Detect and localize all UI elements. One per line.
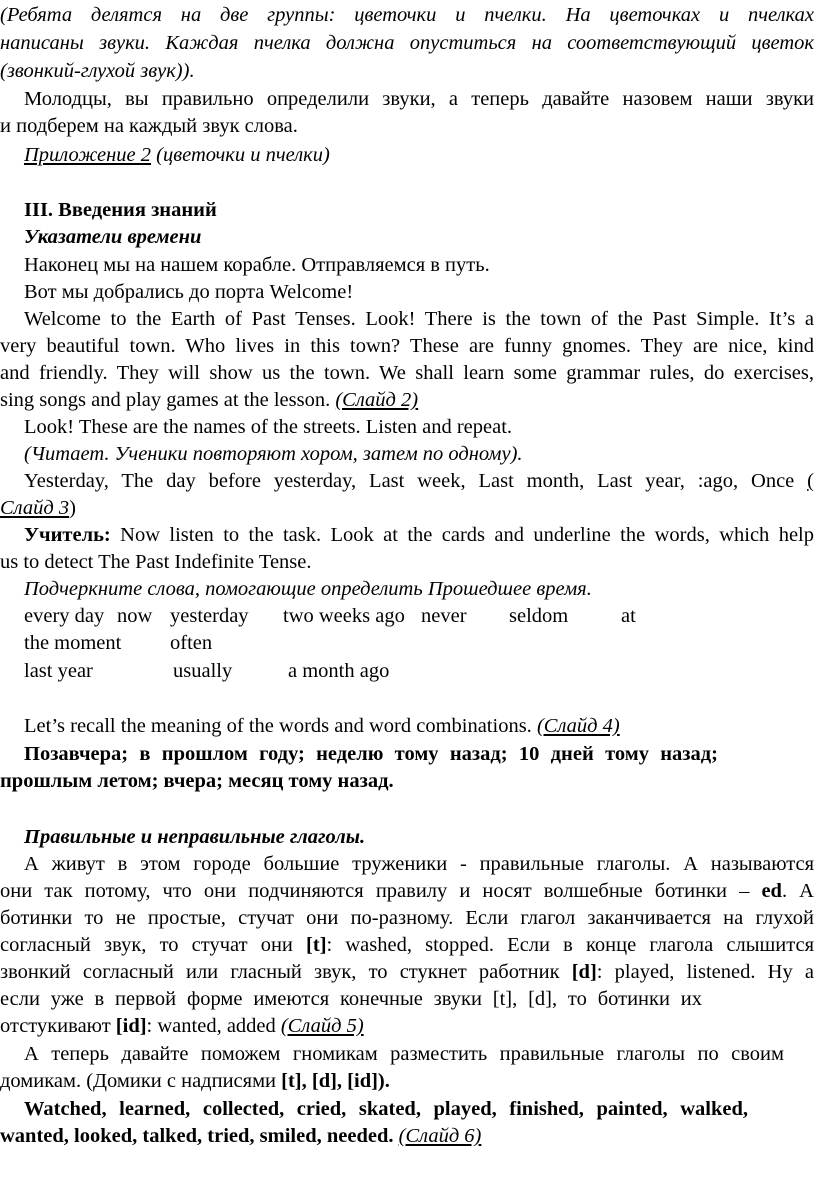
welcome-line-1: Welcome to the Earth of Past Tenses. Look! There is the town of the Past Simple. It’s a xyxy=(24,308,814,330)
slide-6-link[interactable]: (Слайд 6) xyxy=(398,1125,482,1147)
verbs-line-4 xyxy=(0,932,814,959)
verbs-line-5-end: : played, listened. Ну а xyxy=(596,961,814,983)
time-expressions: Yesterday, The day before yesterday, Last week, Last month, Last year, :ago, Once xyxy=(24,470,808,492)
appendix-link[interactable]: Приложение 2 xyxy=(24,144,152,166)
sound-id: [id] xyxy=(115,1015,147,1037)
verbs-line-4-end: : washed, stopped. Если в конце глагола слышится xyxy=(326,934,815,956)
verbs-line-3: ботинки то не простые, стучат они по-разному. Если глагол заканчивается на глухой xyxy=(0,907,814,929)
instruction-line-3: (звонкий-глухой звук)). xyxy=(0,60,195,82)
word-card[interactable]: usually xyxy=(173,660,233,682)
section-heading: III. Введения знаний xyxy=(24,199,217,221)
word-card[interactable]: seldom xyxy=(509,605,569,627)
streets-line: Look! These are the names of the streets. Listen and repeat. xyxy=(24,416,513,438)
welcome-line-2: very beautiful town. Who lives in this town? These are funny gnomes. They are nice, kind xyxy=(0,335,814,357)
word-card[interactable]: every day xyxy=(24,605,105,627)
slide-3-close: ) xyxy=(69,497,76,519)
teacher-line-1 xyxy=(24,522,814,549)
translations-line-1: Позавчера; в прошлом году; неделю тому назад; 10 дней тому назад; xyxy=(24,743,718,765)
recall-line xyxy=(24,713,620,740)
slide-5-link[interactable]: (Слайд 5) xyxy=(280,1015,364,1037)
word-card[interactable]: at xyxy=(621,605,636,627)
reading-note: (Читает. Ученики повторяют хором, затем по одному). xyxy=(24,443,523,465)
welcome-line-3: and friendly. They will show us the town. We shall learn some grammar rules, do exercises, xyxy=(0,362,814,384)
word-card[interactable]: often xyxy=(170,632,213,654)
task-note: Подчеркните слова, помогающие определить Прошедшее время. xyxy=(24,578,592,600)
verbs-line-2-end: . А xyxy=(781,880,814,902)
verbs-line-7 xyxy=(0,1013,364,1040)
word-card[interactable]: yesterday xyxy=(170,605,249,627)
verbs-line-4-text: согласный звук, то стучат они xyxy=(0,934,307,956)
word-row-2 xyxy=(24,630,804,657)
time-expressions-line xyxy=(24,468,814,495)
verb-list-line-1: Watched, learned, collected, cried, skated, played, finished, painted, walked, xyxy=(24,1098,748,1120)
praise-line-1: Молодцы, вы правильно определили звуки, а теперь давайте назовем наши звуки xyxy=(24,88,814,110)
slide-3-open: ( xyxy=(807,470,814,492)
house-labels: [t], [d], [id]). xyxy=(281,1070,390,1092)
verbs-heading: Правильные и неправильные глаголы. xyxy=(24,826,366,848)
verbs-line-7-text: отстукивают xyxy=(0,1015,116,1037)
instruction-line-1: (Ребята делятся на две группы: цветочки и пчелки. На цветочках и пчелках xyxy=(0,4,814,26)
ship-sentence: Наконец мы на нашем корабле. Отправляемся в путь. xyxy=(24,254,490,276)
instruction-line-2: написаны звуки. Каждая пчелка должна опуститься на соответствующий цветок xyxy=(0,32,814,54)
translations-line-2: прошлым летом; вчера; месяц тому назад. xyxy=(0,770,394,792)
verbs-line-1: А живут в этом городе большие труженики - правильные глаголы. А называются xyxy=(24,853,814,875)
appendix-caption: (цветочки и пчелки) xyxy=(151,144,330,166)
word-card[interactable]: last year xyxy=(24,660,93,682)
teacher-task: Now listen to the task. Look at the cards and underline the words, which help xyxy=(110,524,814,546)
teacher-line-2: us to detect The Past Indefinite Tense. xyxy=(0,551,312,573)
word-card[interactable]: two weeks ago xyxy=(283,605,405,627)
welcome-line-4 xyxy=(0,387,418,414)
verbs-line-5-text: звонкий согласный или гласный звук, то стукнет работник xyxy=(0,961,572,983)
word-row-3 xyxy=(24,658,804,685)
verbs-line-5 xyxy=(0,959,814,986)
praise-line-2: и подберем на каждый звук слова. xyxy=(0,115,298,137)
word-card[interactable]: a month ago xyxy=(288,660,390,682)
appendix-line xyxy=(24,142,330,169)
word-card[interactable]: now xyxy=(117,605,153,627)
sound-d: [d] xyxy=(571,961,597,983)
word-card[interactable]: the moment xyxy=(24,632,122,654)
port-sentence: Вот мы добрались до порта Welcome! xyxy=(24,281,354,303)
welcome-line-4-text: sing songs and play games at the lesson. xyxy=(0,389,336,411)
verbs-line-7-end: : wanted, added xyxy=(146,1015,281,1037)
houses-line-1: А теперь давайте поможем гномикам разместить правильные глаголы по своим xyxy=(24,1043,784,1065)
word-row-1 xyxy=(24,603,804,630)
teacher-label: Учитель: xyxy=(24,524,111,546)
verb-list-end: wanted, looked, talked, tried, smiled, needed. xyxy=(0,1125,399,1147)
recall-text: Let’s recall the meaning of the words and word combinations. xyxy=(24,715,537,737)
verbs-line-2-text: они так потому, что они подчиняются правилу и носят волшебные ботинки – xyxy=(0,880,762,902)
verb-list-line-2 xyxy=(0,1123,481,1150)
verbs-line-6: если уже в первой форме имеются конечные звуки [t], [d], то ботинки их xyxy=(0,988,702,1010)
verbs-line-2 xyxy=(0,878,814,905)
ed-ending: ed xyxy=(761,880,782,902)
section-subheading: Указатели времени xyxy=(24,226,202,248)
sound-t: [t] xyxy=(306,934,327,956)
slide-3-link[interactable]: Слайд 3 xyxy=(0,497,70,519)
houses-line-2 xyxy=(0,1068,390,1095)
word-card[interactable]: never xyxy=(421,605,467,627)
houses-line-2-text: домикам. (Домики с надписями xyxy=(0,1070,282,1092)
slide-2-link[interactable]: (Слайд 2) xyxy=(335,389,419,411)
slide-4-link[interactable]: (Слайд 4) xyxy=(536,715,620,737)
slide-3-line xyxy=(0,495,76,522)
